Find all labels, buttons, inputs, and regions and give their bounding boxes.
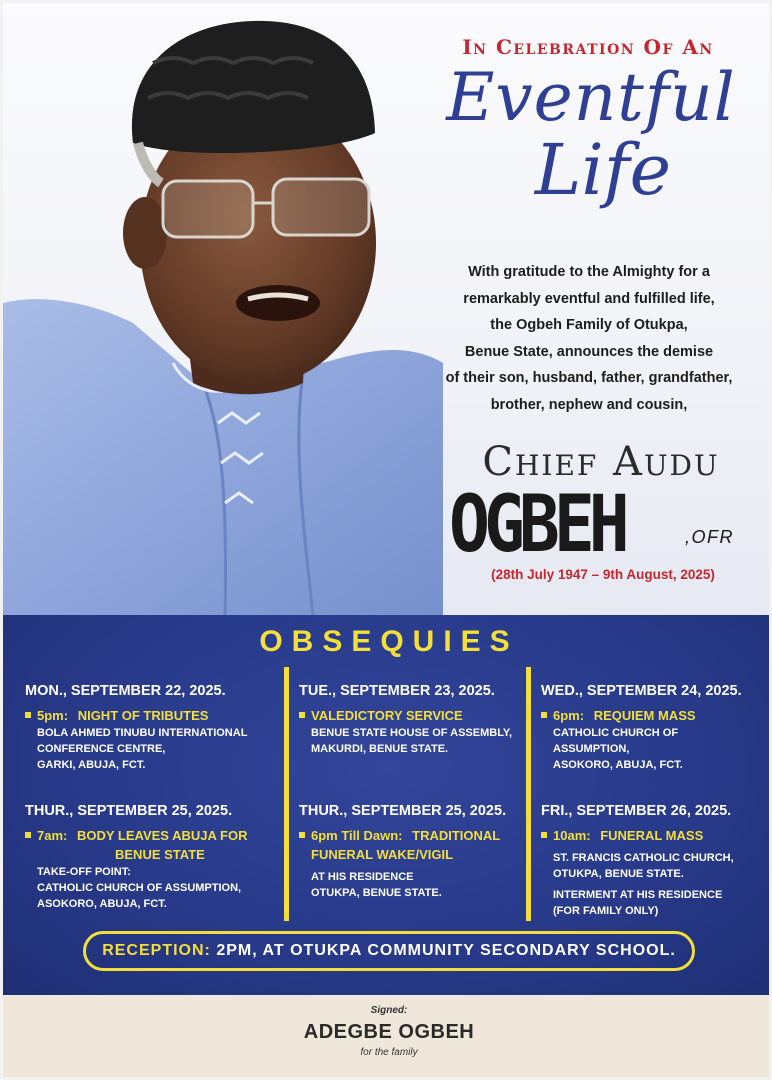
event-title: VALEDICTORY SERVICE <box>311 708 463 723</box>
event-title: NIGHT OF TRIBUTES <box>77 708 209 723</box>
event-day: MON., SEPTEMBER 22, 2025. <box>25 683 226 699</box>
event-time: 7am: <box>37 828 68 843</box>
announcement-line: of their son, husband, father, grandfather, <box>445 370 733 386</box>
deceased-title-first: Chief Audu <box>482 439 720 485</box>
event-time: 6pm: <box>553 708 585 723</box>
reception-text: 2PM, AT OTUKPA COMMUNITY SECONDARY SCHOOL. <box>216 942 676 959</box>
bullet-icon <box>299 832 305 838</box>
event-detail: ST. FRANCIS CATHOLIC CHURCH, <box>553 852 734 864</box>
signer-role: for the family <box>360 1047 418 1058</box>
obsequies-title: OBSEQUIES <box>259 625 519 658</box>
bullet-icon <box>299 712 305 718</box>
announcement-line: the Ogbeh Family of Otukpa, <box>490 317 688 333</box>
announcement-text <box>405 259 772 418</box>
event-detail: BOLA AHMED TINUBU INTERNATIONAL <box>37 727 248 739</box>
event-day: THUR., SEPTEMBER 25, 2025. <box>25 803 233 819</box>
event-item <box>541 826 771 845</box>
event-detail: ASOKORO, ABUJA, FCT. <box>37 898 167 910</box>
event-detail: CATHOLIC CHURCH OF ASSUMPTION, <box>37 882 242 894</box>
event-detail: MAKURDI, BENUE STATE. <box>311 743 449 755</box>
event-title-cont: BENUE STATE <box>115 847 205 862</box>
event-detail: INTERMENT AT HIS RESIDENCE <box>553 889 723 901</box>
bullet-icon <box>541 832 547 838</box>
deceased-surname-row <box>449 479 769 571</box>
column-divider <box>284 667 289 921</box>
announcement-line: Benue State, announces the demise <box>464 343 714 360</box>
event-block <box>299 803 524 901</box>
event-block <box>25 683 280 773</box>
event-block <box>541 803 771 919</box>
event-detail: OTUKPA, BENUE STATE. <box>311 887 442 899</box>
announcement-section <box>3 3 772 615</box>
event-title: REQUIEM MASS <box>593 708 696 723</box>
headline-life: Life <box>534 129 672 211</box>
event-detail: CATHOLIC CHURCH OF <box>553 727 679 739</box>
bullet-icon <box>25 712 31 718</box>
event-item <box>25 706 280 725</box>
event-time: 5pm: <box>37 708 69 723</box>
event-title-cont: FUNERAL WAKE/VIGIL <box>311 847 454 862</box>
event-detail: (FOR FAMILY ONLY) <box>553 905 659 917</box>
bullet-icon <box>25 832 31 838</box>
deceased-surname: OGBEH <box>449 479 624 571</box>
event-block <box>541 683 771 773</box>
signed-label: Signed: <box>370 1005 408 1016</box>
event-detail: ASOKORO, ABUJA, FCT. <box>553 759 683 771</box>
event-item <box>299 826 524 864</box>
event-detail: ASSUMPTION, <box>553 743 630 755</box>
headline-celebration: In Celebration Of An <box>462 35 714 59</box>
event-block <box>25 803 280 912</box>
event-day: TUE., SEPTEMBER 23, 2025. <box>299 683 495 699</box>
announcement-line: brother, nephew and cousin, <box>490 396 688 413</box>
event-day: WED., SEPTEMBER 24, 2025. <box>541 683 742 699</box>
announcement-line: With gratitude to the Almighty for a <box>468 264 710 280</box>
event-block <box>299 683 524 757</box>
event-detail: CONFERENCE CENTRE, <box>37 743 166 755</box>
bullet-icon <box>541 712 547 718</box>
announcement-line: remarkably eventful and fulfilled life, <box>463 290 715 307</box>
event-day: FRI., SEPTEMBER 26, 2025. <box>541 803 732 819</box>
obsequies-panel <box>3 615 772 995</box>
column-divider <box>526 667 531 921</box>
signature-footer <box>3 995 772 1080</box>
headline-eventful: Eventful <box>446 59 736 136</box>
event-time: 10am: <box>553 828 591 843</box>
event-time: 6pm Till Dawn: <box>311 828 403 843</box>
event-detail: GARKI, ABUJA, FCT. <box>37 759 146 771</box>
event-detail: AT HIS RESIDENCE <box>311 871 414 883</box>
deceased-dates: (28th July 1947 – 9th August, 2025) <box>491 567 715 582</box>
event-item <box>25 826 280 864</box>
reception-label: RECEPTION: <box>102 942 211 959</box>
signer-name: ADEGBE OGBEH <box>303 1021 475 1043</box>
event-title: BODY LEAVES ABUJA FOR <box>76 828 248 843</box>
event-detail: BENUE STATE HOUSE OF ASSEMBLY, <box>311 727 513 739</box>
event-title: TRADITIONAL <box>412 828 501 843</box>
event-day: THUR., SEPTEMBER 25, 2025. <box>299 803 507 819</box>
portrait-photo <box>3 3 443 615</box>
deceased-honour: ,OFR <box>685 527 734 547</box>
event-item <box>541 706 771 725</box>
event-detail: OTUKPA, BENUE STATE. <box>553 868 684 880</box>
event-title: FUNERAL MASS <box>600 828 704 843</box>
event-item <box>299 706 524 725</box>
reception-banner <box>83 931 695 971</box>
event-detail: TAKE-OFF POINT: <box>37 866 131 878</box>
